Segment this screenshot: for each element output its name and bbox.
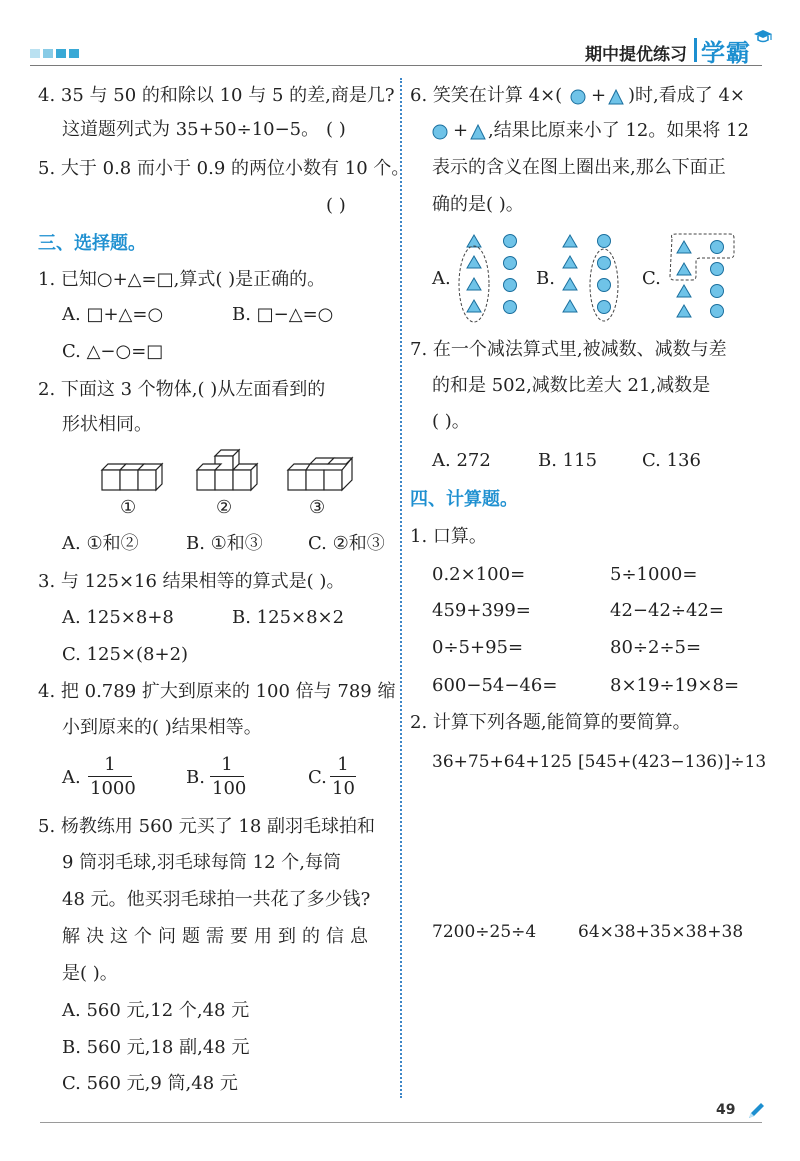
choice-question-6-line4: 确的是( )。 bbox=[432, 194, 524, 215]
q5-option-a[interactable]: A. 560 元,12 个,48 元 bbox=[62, 1000, 250, 1021]
choice-question-6-line2: ,结果比原来小了 12。如果将 12 bbox=[488, 120, 749, 141]
oral-calc-item[interactable]: 42−42÷42= bbox=[610, 600, 724, 621]
oral-calc-item[interactable]: 0.2×100= bbox=[432, 564, 526, 585]
fraction-numerator: 1 bbox=[104, 754, 116, 775]
q6-option-a-label[interactable]: A. bbox=[432, 268, 451, 289]
oral-calc-item[interactable]: 0÷5+95= bbox=[432, 637, 524, 658]
triangle-symbol-icon bbox=[470, 124, 486, 140]
section-4-title: 四、计算题。 bbox=[410, 489, 518, 510]
q4-option-c-fraction[interactable] bbox=[330, 754, 356, 800]
choice-question-5-line1: 5. 杨教练用 560 元买了 18 副羽毛球拍和 bbox=[38, 816, 376, 837]
tf-answer-blank-5[interactable]: ( ) bbox=[326, 195, 346, 216]
choice-question-2-line2: 形状相同。 bbox=[62, 414, 152, 435]
header-decoration bbox=[30, 49, 79, 58]
q5-option-c[interactable]: C. 560 元,9 筒,48 元 bbox=[62, 1073, 238, 1094]
header-separator bbox=[694, 38, 697, 62]
q1-option-a[interactable]: A. □+△=○ bbox=[62, 304, 164, 325]
q4-option-a-fraction[interactable] bbox=[88, 754, 136, 800]
column-divider bbox=[400, 78, 402, 1098]
q3-option-c[interactable]: C. 125×(8+2) bbox=[62, 644, 189, 665]
triangle-symbol-icon bbox=[608, 89, 624, 105]
q4-option-b-fraction[interactable] bbox=[210, 754, 247, 800]
fraction-denominator: 10 bbox=[332, 778, 355, 799]
q2-option-a[interactable]: A. ①和② bbox=[62, 533, 139, 554]
q5-option-b[interactable]: B. 560 元,18 副,48 元 bbox=[62, 1037, 250, 1058]
graduation-cap-icon bbox=[752, 28, 774, 46]
brand-logo: 学霸 bbox=[701, 39, 751, 67]
plus-sign: + bbox=[453, 120, 469, 141]
q6-option-a-figure[interactable] bbox=[454, 232, 524, 324]
choice-question-5-line5: 是( )。 bbox=[62, 963, 118, 984]
choice-question-2-line1: 2. 下面这 3 个物体,( )从左面看到的 bbox=[38, 379, 326, 400]
choice-question-6-line1b: )时,看成了 4× bbox=[628, 85, 745, 106]
choice-question-6-line3: 表示的含义在图上圈出来,那么下面正 bbox=[432, 157, 726, 178]
cube-figure-2 bbox=[195, 446, 257, 494]
q1-option-b[interactable]: B. □−△=○ bbox=[232, 304, 334, 325]
calc-question-1-title: 1. 口算。 bbox=[410, 526, 487, 547]
q4-option-b-label[interactable]: B. bbox=[186, 767, 205, 788]
oral-calc-item[interactable]: 600−54−46= bbox=[432, 675, 558, 696]
choice-question-7-line2: 的和是 502,减数比差大 21,减数是 bbox=[432, 375, 711, 396]
tf-question-5: 5. 大于 0.8 而小于 0.9 的两位小数有 10 个。 bbox=[38, 158, 410, 179]
choice-question-5-line4: 解决这个问题需要用到的信息 bbox=[62, 926, 374, 947]
figure-label-2: ② bbox=[216, 497, 233, 518]
q1-option-c[interactable]: C. △−○=□ bbox=[62, 341, 164, 362]
choice-question-4-line2: 小到原来的( )结果相等。 bbox=[62, 717, 262, 738]
q7-option-c[interactable]: C. 136 bbox=[642, 450, 701, 471]
calc-expression-3[interactable]: 7200÷25÷4 bbox=[432, 922, 537, 942]
oral-calc-item[interactable]: 5÷1000= bbox=[610, 564, 698, 585]
fraction-denominator: 100 bbox=[212, 778, 247, 799]
choice-question-6-line1a: 6. 笑笑在计算 4×( bbox=[410, 85, 563, 106]
q4-option-a-label[interactable]: A. bbox=[62, 767, 81, 788]
q2-option-c[interactable]: C. ②和③ bbox=[308, 533, 385, 554]
calc-expression-4[interactable]: 64×38+35×38+38 bbox=[578, 922, 744, 942]
q4-option-c-label[interactable]: C. bbox=[308, 767, 327, 788]
q2-option-b[interactable]: B. ①和③ bbox=[186, 533, 263, 554]
choice-question-5-line3: 48 元。他买羽毛球拍一共花了多少钱? bbox=[62, 889, 371, 910]
figure-label-1: ① bbox=[120, 497, 137, 518]
figure-label-3: ③ bbox=[309, 497, 326, 518]
q6-option-c-label[interactable]: C. bbox=[642, 268, 661, 289]
q3-option-b[interactable]: B. 125×8×2 bbox=[232, 607, 345, 628]
calc-question-2-title: 2. 计算下列各题,能简算的要简算。 bbox=[410, 712, 691, 733]
tf-answer-blank-4[interactable]: ( ) bbox=[326, 119, 346, 140]
choice-question-1: 1. 已知○+△=□,算式( )是正确的。 bbox=[38, 269, 326, 290]
choice-question-3: 3. 与 125×16 结果相等的算式是( )。 bbox=[38, 571, 345, 592]
choice-question-4-line1: 4. 把 0.789 扩大到原来的 100 倍与 789 缩 bbox=[38, 681, 396, 702]
oral-calc-item[interactable]: 80÷2÷5= bbox=[610, 637, 702, 658]
q6-option-b-figure[interactable] bbox=[558, 232, 628, 324]
choice-question-5-line2: 9 筒羽毛球,羽毛球每筒 12 个,每筒 bbox=[62, 852, 341, 873]
fraction-denominator: 1000 bbox=[90, 778, 136, 799]
page-number: 49 bbox=[716, 1102, 736, 1118]
cube-figure-3 bbox=[286, 456, 352, 494]
calc-expression-1[interactable]: 36+75+64+125 bbox=[432, 752, 573, 772]
section-3-title: 三、选择题。 bbox=[38, 233, 146, 254]
fraction-numerator: 1 bbox=[337, 754, 349, 775]
circle-symbol-icon bbox=[570, 89, 586, 105]
pencil-icon bbox=[746, 1101, 766, 1121]
circle-symbol-icon bbox=[432, 124, 448, 140]
q6-option-b-label[interactable]: B. bbox=[536, 268, 555, 289]
q3-option-a[interactable]: A. 125×8+8 bbox=[62, 607, 174, 628]
footer-rule bbox=[40, 1122, 762, 1123]
oral-calc-item[interactable]: 8×19÷19×8= bbox=[610, 675, 740, 696]
cube-figure-1 bbox=[100, 458, 162, 494]
plus-sign: + bbox=[591, 85, 607, 106]
page-header-title: 期中提优练习 bbox=[585, 45, 687, 65]
header-rule bbox=[30, 65, 762, 66]
oral-calc-item[interactable]: 459+399= bbox=[432, 600, 531, 621]
choice-question-7-line3: ( )。 bbox=[432, 411, 470, 432]
choice-question-7-line1: 7. 在一个减法算式里,被减数、减数与差 bbox=[410, 339, 727, 360]
fraction-numerator: 1 bbox=[221, 754, 233, 775]
calc-expression-2[interactable]: [545+(423−136)]÷13 bbox=[578, 752, 767, 772]
q6-option-c-figure[interactable] bbox=[664, 232, 740, 324]
tf-question-4-line2: 这道题列式为 35+50÷10−5。 bbox=[62, 119, 320, 140]
tf-question-4-line1: 4. 35 与 50 的和除以 10 与 5 的差,商是几? bbox=[38, 85, 395, 106]
q7-option-a[interactable]: A. 272 bbox=[432, 450, 491, 471]
q7-option-b[interactable]: B. 115 bbox=[538, 450, 598, 471]
